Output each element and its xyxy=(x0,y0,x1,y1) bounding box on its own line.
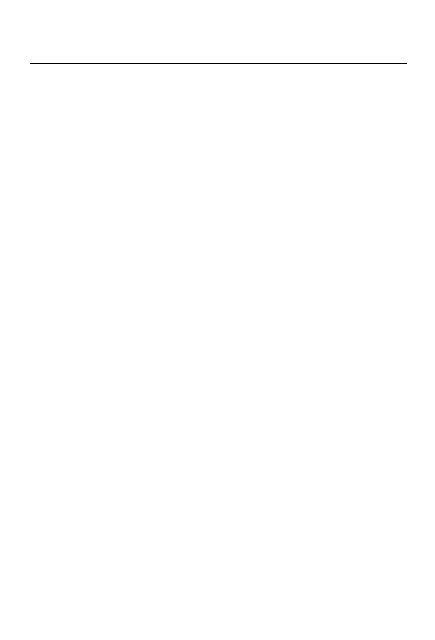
page-number xyxy=(30,44,48,62)
book-title xyxy=(349,44,407,62)
running-header xyxy=(30,42,407,62)
main-text-block xyxy=(28,73,408,614)
section-marker xyxy=(28,84,408,100)
header-rule xyxy=(30,63,407,64)
